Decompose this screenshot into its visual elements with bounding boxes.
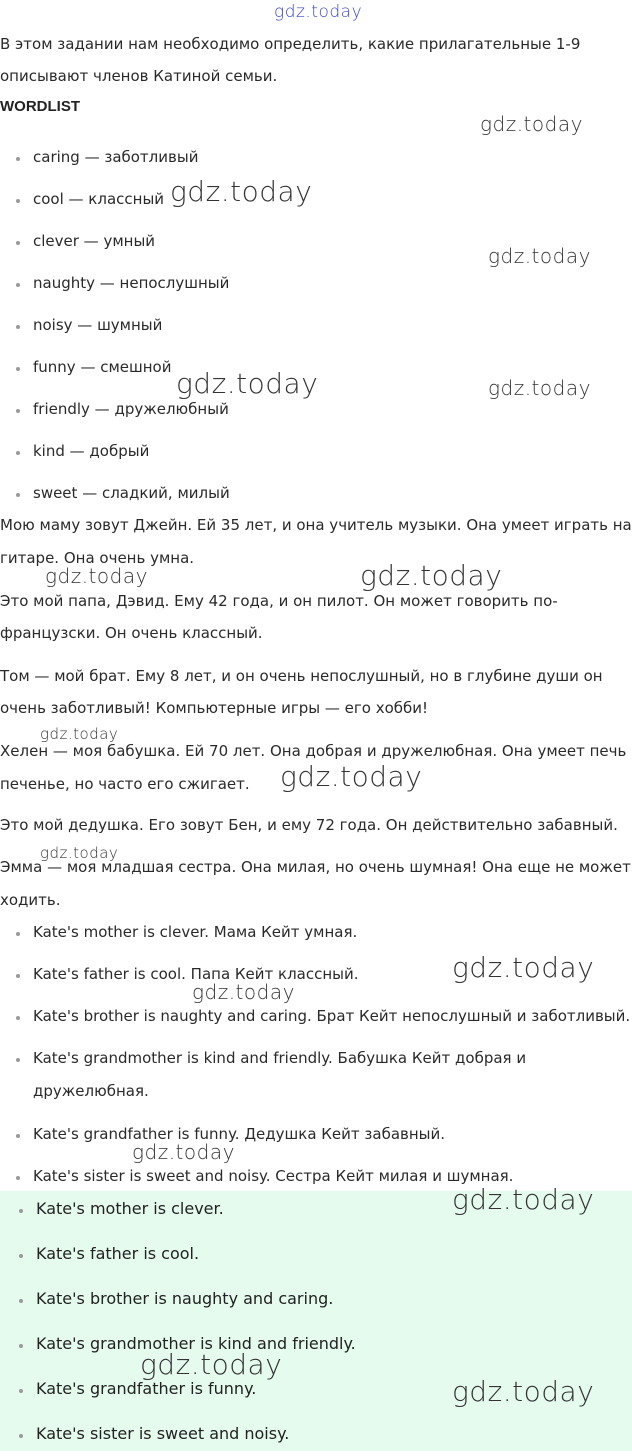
- answer-text: Kate's sister is sweet and noisy.: [36, 1424, 290, 1443]
- bullet: [19, 1299, 23, 1303]
- answer-text: Kate's grandfather is funny.: [36, 1379, 257, 1398]
- bullet: [16, 199, 20, 203]
- bullet: [16, 325, 20, 329]
- paragraph-mother-line-1: Мою маму зовут Джейн. Ей 35 лет, и она учитель музыки. Она умеет играть на: [0, 516, 632, 534]
- bullet: [16, 974, 20, 978]
- watermark: gdz.today: [280, 760, 423, 793]
- bullet: [16, 1016, 20, 1020]
- answer-box: [0, 1191, 632, 1451]
- list-item-text: Kate's brother is naughty and caring. Брат Кейт непослушный и заботливый.: [33, 1007, 631, 1025]
- bullet: [16, 932, 20, 936]
- list-item-text: Kate's mother is clever. Мама Кейт умная.: [33, 923, 358, 941]
- watermark: gdz.today: [176, 367, 319, 400]
- bullet: [16, 451, 20, 455]
- paragraph-sister-line-1: Эмма — моя младшая сестра. Она милая, но очень шумная! Она еще не может: [0, 858, 631, 876]
- answer-text: Kate's mother is clever.: [36, 1199, 224, 1218]
- bullet: [16, 493, 20, 497]
- watermark: gdz.today: [140, 1348, 283, 1381]
- list-item-text: cool — классный: [33, 190, 165, 208]
- list-item-text: Kate's sister is sweet and noisy. Сестра Кейт милая и шумная.: [33, 1167, 514, 1185]
- list-item-text: Kate's grandmother is kind and friendly. Бабушка Кейт добрая и: [33, 1049, 527, 1067]
- watermark: gdz.today: [452, 1375, 595, 1408]
- watermark: gdz.today: [488, 244, 591, 268]
- paragraph-mother-line-2: гитаре. Она очень умна.: [0, 549, 195, 567]
- watermark: gdz.today: [40, 844, 119, 862]
- bullet: [16, 1058, 20, 1062]
- bullet: [19, 1389, 23, 1393]
- watermark: gdz.today: [170, 175, 313, 208]
- header-watermark: gdz.today: [274, 2, 363, 22]
- list-item-text: funny — смешной: [33, 358, 172, 376]
- bullet: [16, 157, 20, 161]
- list-item-text: noisy — шумный: [33, 316, 163, 334]
- paragraph-brother-line-2: очень заботливый! Компьютерные игры — его хобби!: [0, 699, 429, 717]
- paragraph-brother-line-1: Том — мой брат. Ему 8 лет, и он очень непослушный, но в глубине души он: [0, 667, 603, 685]
- bullet: [16, 1176, 20, 1180]
- paragraph-father-line-1: Это мой папа, Дэвид. Ему 42 года, и он пилот. Он может говорить по-: [0, 592, 558, 610]
- intro-line-2: описывают членов Катиной семьи.: [0, 67, 278, 85]
- paragraph-father-line-2: французски. Он очень классный.: [0, 624, 263, 642]
- paragraph-grandmother-line-1: Хелен — моя бабушка. Ей 70 лет. Она добрая и дружелюбная. Она умеет печь: [0, 742, 627, 760]
- list-item-text: friendly — дружелюбный: [33, 400, 229, 418]
- intro-line-1: В этом задании нам необходимо определить, какие прилагательные 1-9: [0, 35, 581, 53]
- list-item-text: caring — заботливый: [33, 148, 199, 166]
- bullet: [19, 1344, 23, 1348]
- answer-text: Kate's brother is naughty and caring.: [36, 1289, 334, 1308]
- paragraph-grandfather-line-1: Это мой дедушка. Его зовут Бен, и ему 72 года. Он действительно забавный.: [0, 816, 618, 834]
- bullet: [16, 367, 20, 371]
- list-item-text: Kate's grandfather is funny. Дедушка Кейт забавный.: [33, 1125, 446, 1143]
- watermark: gdz.today: [452, 951, 595, 984]
- answer-text: Kate's father is cool.: [36, 1244, 200, 1263]
- paragraph-grandmother-line-2: печенье, но часто его сжигает.: [0, 775, 250, 793]
- bullet: [16, 1134, 20, 1138]
- watermark: gdz.today: [452, 1183, 595, 1216]
- bullet: [19, 1209, 23, 1213]
- list-item-text: Kate's father is cool. Папа Кейт классный.: [33, 965, 359, 983]
- bullet: [16, 409, 20, 413]
- bullet: [19, 1434, 23, 1438]
- list-item-text-continued: дружелюбная.: [33, 1082, 149, 1100]
- watermark: gdz.today: [192, 980, 295, 1004]
- answer-text: Kate's grandmother is kind and friendly.: [36, 1334, 356, 1353]
- watermark: gdz.today: [488, 376, 591, 400]
- watermark: gdz.today: [40, 725, 119, 743]
- list-item-text: naughty — непослушный: [33, 274, 230, 292]
- bullet: [16, 283, 20, 287]
- list-item-text: clever — умный: [33, 232, 156, 250]
- watermark: gdz.today: [480, 112, 583, 136]
- paragraph-sister-line-2: ходить.: [0, 891, 61, 909]
- wordlist-heading: WORDLIST: [0, 98, 80, 115]
- list-item-text: kind — добрый: [33, 442, 150, 460]
- bullet: [19, 1254, 23, 1258]
- watermark: gdz.today: [132, 1140, 235, 1164]
- bullet: [16, 241, 20, 245]
- watermark: gdz.today: [45, 564, 148, 588]
- list-item-text: sweet — сладкий, милый: [33, 484, 230, 502]
- watermark: gdz.today: [360, 559, 503, 592]
